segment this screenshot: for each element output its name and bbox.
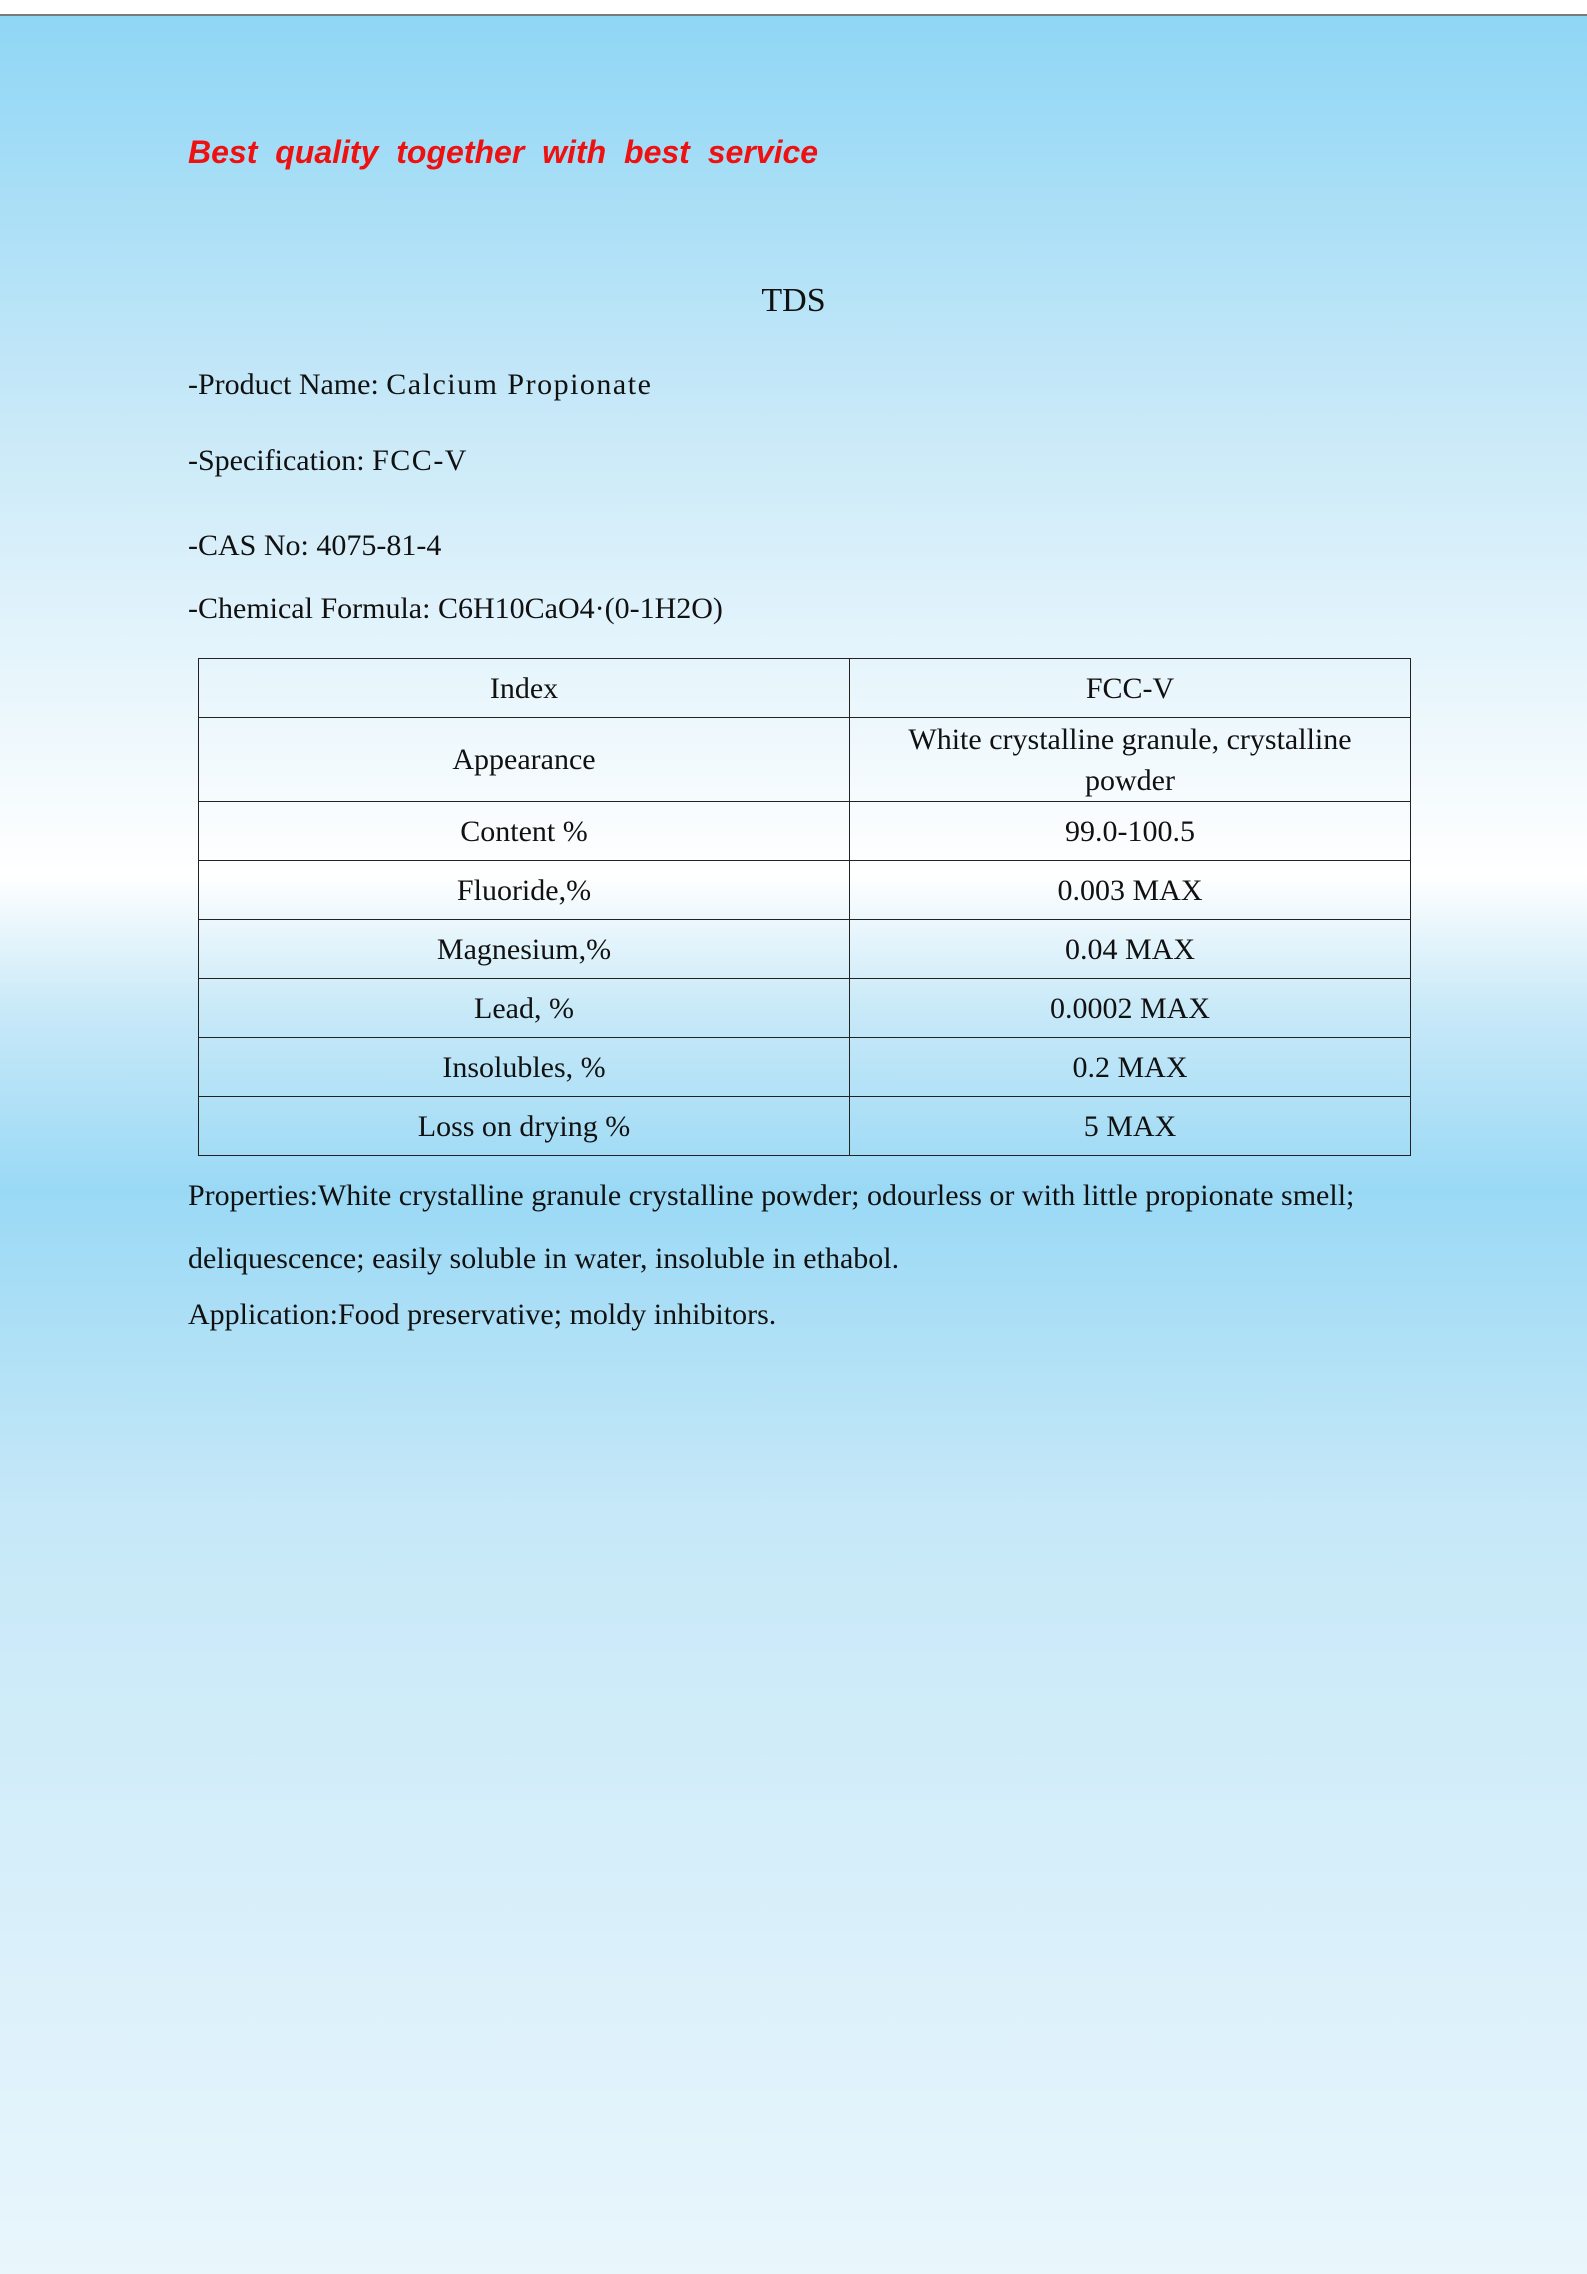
table-cell: 0.2 MAX (850, 1038, 1411, 1097)
product-name-field (188, 368, 652, 402)
table-cell: Insolubles, % (199, 1038, 850, 1097)
table-cell: 0.04 MAX (850, 920, 1411, 979)
specification-value: FCC-V (372, 444, 468, 477)
table-row (199, 718, 1411, 802)
product-name-value: Calcium Propionate (386, 368, 653, 401)
table-cell: 5 MAX (850, 1097, 1411, 1156)
specification-table (198, 658, 1411, 1156)
table-header-row (199, 659, 1411, 718)
table-row (199, 861, 1411, 920)
specification-label: -Specification: (188, 444, 373, 477)
table-row (199, 802, 1411, 861)
table-cell: 99.0-100.5 (850, 802, 1411, 861)
table-cell: Loss on drying % (199, 1097, 850, 1156)
document-page (0, 14, 1587, 2274)
table-row (199, 979, 1411, 1038)
table-cell: 0.003 MAX (850, 861, 1411, 920)
table-cell: 0.0002 MAX (850, 979, 1411, 1038)
product-name-label: -Product Name: (188, 368, 387, 401)
specification-field (188, 444, 468, 478)
cas-no-field (188, 529, 441, 563)
table-header-cell: Index (199, 659, 850, 718)
properties-paragraph: Properties:White crystalline granule crystalline powder; odourless or with little propionate smell; deliquescence; easily soluble in water, insoluble in ethabol. (188, 1179, 1355, 1275)
table-cell: Fluoride,% (199, 861, 850, 920)
table-cell: White crystalline granule, crystalline powder (850, 718, 1411, 802)
cas-no-value: 4075-81-4 (316, 529, 442, 562)
chemical-formula-field (188, 592, 723, 626)
table-cell: Content % (199, 802, 850, 861)
document-title: TDS (761, 282, 826, 319)
application-paragraph: Application:Food preservative; moldy inhibitors. (188, 1298, 777, 1331)
table-row (199, 1038, 1411, 1097)
table-row (199, 920, 1411, 979)
table-cell: Magnesium,% (199, 920, 850, 979)
cas-no-label: -CAS No: (188, 529, 317, 562)
table-header-cell: FCC-V (850, 659, 1411, 718)
chemical-formula-label: -Chemical Formula: (188, 592, 438, 625)
table-row (199, 1097, 1411, 1156)
table-cell: Appearance (199, 718, 850, 802)
table-cell: Lead, % (199, 979, 850, 1038)
slogan-heading: Best quality together with best service (188, 134, 819, 170)
chemical-formula-value: C6H10CaO4·(0-1H2O) (437, 592, 723, 625)
